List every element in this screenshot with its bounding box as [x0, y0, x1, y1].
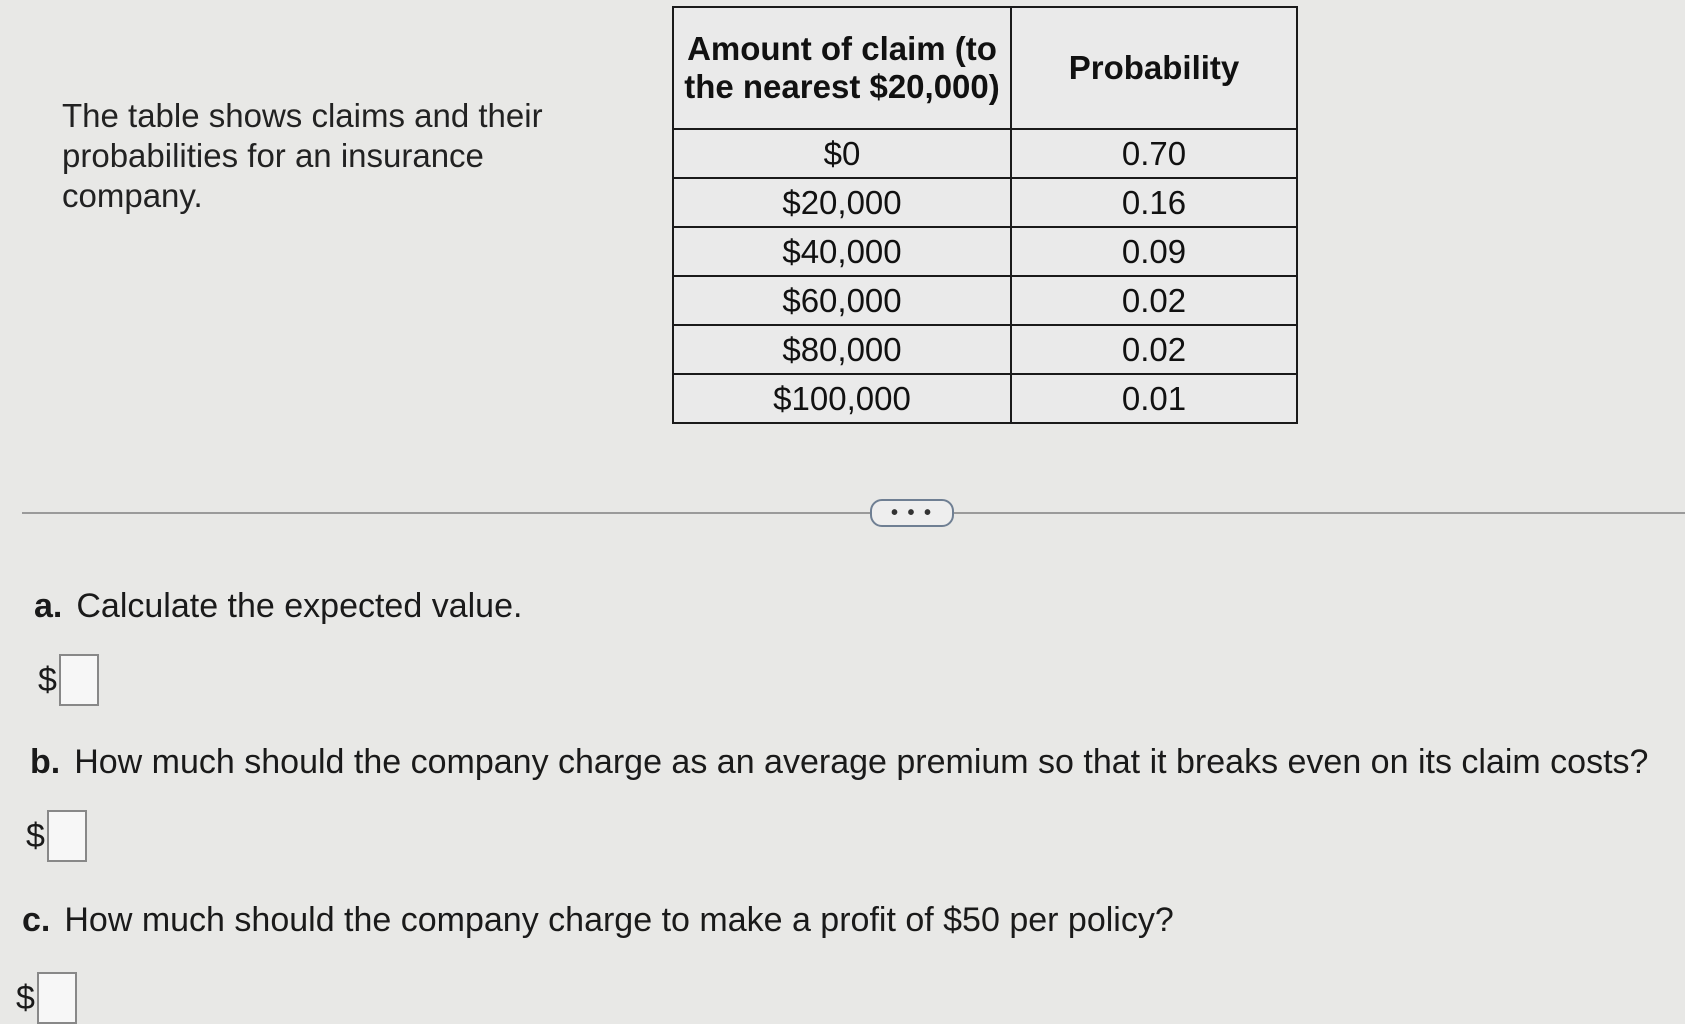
question-a: [34, 587, 522, 626]
header-probability: Probability: [1011, 7, 1297, 129]
section-divider: [22, 512, 1685, 514]
currency-symbol: $: [26, 816, 45, 855]
question-letter: a.: [34, 587, 63, 625]
probability-cell: 0.16: [1011, 178, 1297, 227]
header-amount: Amount of claim (to the nearest $20,000): [673, 7, 1011, 129]
table-row: [673, 178, 1297, 227]
answer-row-c: [16, 972, 77, 1024]
question-c: [22, 901, 1174, 940]
amount-cell: $40,000: [673, 227, 1011, 276]
table-row: [673, 129, 1297, 178]
table-row: [673, 374, 1297, 423]
amount-cell: $100,000: [673, 374, 1011, 423]
amount-cell: $0: [673, 129, 1011, 178]
probability-cell: 0.01: [1011, 374, 1297, 423]
table-row: [673, 227, 1297, 276]
probability-cell: 0.02: [1011, 325, 1297, 374]
amount-cell: $60,000: [673, 276, 1011, 325]
answer-row-a: [38, 654, 99, 706]
more-options-button[interactable]: • • •: [870, 499, 954, 527]
table-header-row: [673, 7, 1297, 129]
currency-symbol: $: [38, 660, 57, 699]
question-b: [30, 743, 1648, 782]
answer-input-c[interactable]: [37, 972, 77, 1024]
question-text: How much should the company charge as an average premium so that it breaks even on its claim costs?: [74, 743, 1649, 781]
table-row: [673, 276, 1297, 325]
amount-cell: $80,000: [673, 325, 1011, 374]
question-letter: c.: [22, 901, 51, 939]
problem-intro: The table shows claims and their probabilities for an insurance company.: [62, 97, 543, 214]
question-text: Calculate the expected value.: [76, 587, 523, 625]
claims-table: [672, 6, 1298, 424]
table-row: [673, 325, 1297, 374]
probability-cell: 0.70: [1011, 129, 1297, 178]
probability-cell: 0.02: [1011, 276, 1297, 325]
probability-cell: 0.09: [1011, 227, 1297, 276]
currency-symbol: $: [16, 978, 35, 1017]
question-letter: b.: [30, 743, 61, 781]
answer-input-a[interactable]: [59, 654, 99, 706]
answer-row-b: [26, 810, 87, 862]
amount-cell: $20,000: [673, 178, 1011, 227]
answer-input-b[interactable]: [47, 810, 87, 862]
question-text: How much should the company charge to make a profit of $50 per policy?: [64, 901, 1174, 939]
